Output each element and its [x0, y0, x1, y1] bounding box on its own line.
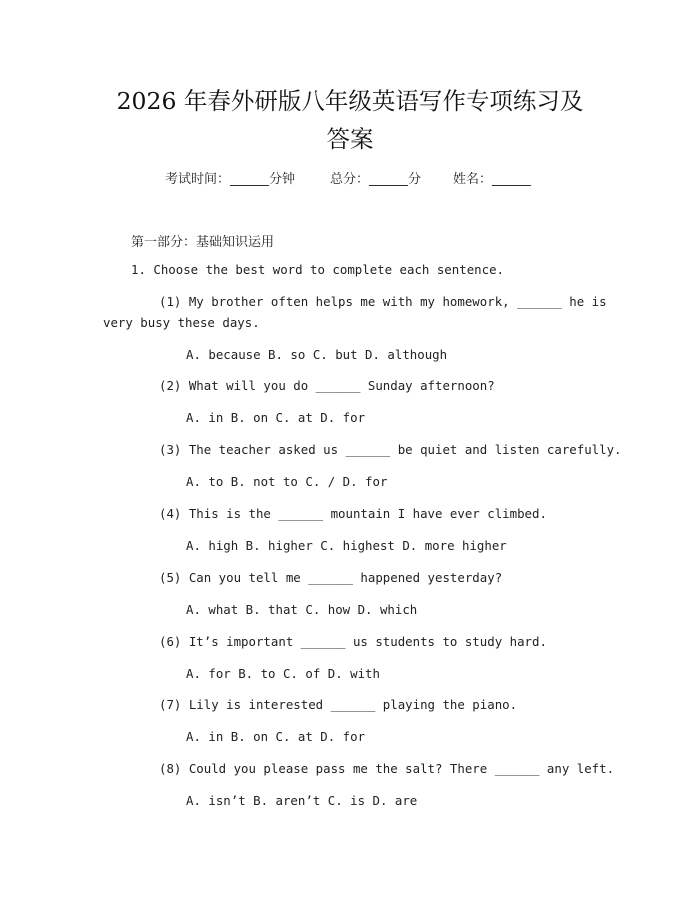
- question-stem: (5) Can you tell me ______ happened yesterday?: [159, 570, 503, 585]
- total-score: 总分：______分: [330, 172, 422, 187]
- question-stem: (2) What will you do ______ Sunday afternoon?: [159, 378, 495, 393]
- question-options: A. high B. higher C. highest D. more higher: [186, 538, 507, 553]
- question-options: A. isn’t B. aren’t C. is D. are: [186, 793, 418, 808]
- exam-time: 考试时间：______分钟: [165, 172, 296, 187]
- section-heading: 第一部分：基础知识运用: [131, 235, 275, 250]
- question-options: A. in B. on C. at D. for: [186, 729, 366, 744]
- question-options: A. in B. on C. at D. for: [186, 410, 366, 425]
- question-stem: (1) My brother often helps me with my homework, ______ he is: [159, 294, 607, 309]
- question-options: A. because B. so C. but D. although: [186, 347, 448, 362]
- question-options: A. what B. that C. how D. which: [186, 602, 418, 617]
- student-name: 姓名：______: [453, 172, 532, 187]
- title-line-1: 2026 年春外研版八年级英语写作专项练习及: [116, 87, 584, 115]
- task-instruction: 1. Choose the best word to complete each sentence.: [131, 262, 504, 277]
- question-stem-continued: very busy these days.: [103, 315, 260, 330]
- title-line-2: 答案: [326, 125, 374, 153]
- question-options: A. to B. not to C. / D. for: [186, 474, 388, 489]
- question-options: A. for B. to C. of D. with: [186, 666, 380, 681]
- document-title: [60, 82, 640, 158]
- question-stem: (3) The teacher asked us ______ be quiet and listen carefully.: [159, 442, 622, 457]
- question-stem: (4) This is the ______ mountain I have ever climbed.: [159, 506, 547, 521]
- question-stem: (7) Lily is interested ______ playing the piano.: [159, 697, 518, 712]
- question-stem: (8) Could you please pass me the salt? There ______ any left.: [159, 761, 615, 776]
- question-stem: (6) It’s important ______ us students to study hard.: [159, 634, 547, 649]
